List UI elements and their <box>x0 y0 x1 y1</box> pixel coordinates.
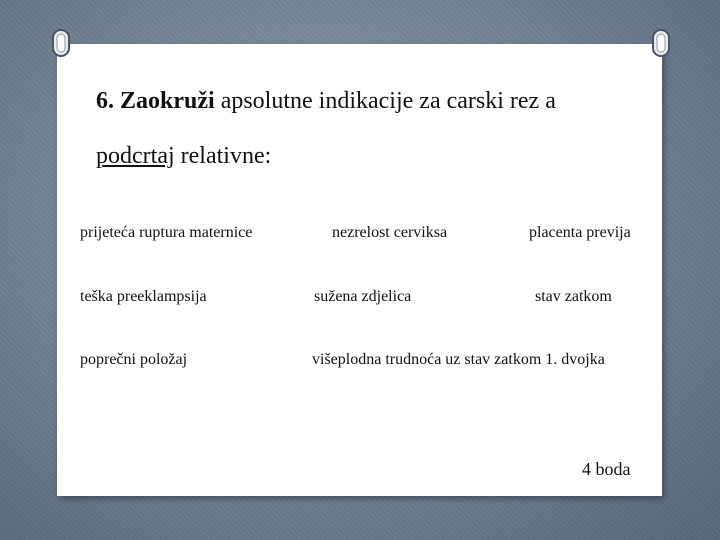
question-number: 6. <box>96 88 114 114</box>
points-label: 4 boda <box>582 459 631 479</box>
pin-icon <box>650 28 672 58</box>
question-title <box>96 74 656 184</box>
option-item[interactable]: teška preeklampsija <box>80 288 207 305</box>
question-verb: Zaokruži <box>120 88 215 114</box>
question-text-line2: relativne: <box>180 143 272 169</box>
option-item[interactable]: placenta previja <box>529 224 631 241</box>
question-text-line1: apsolutne indikacije za carski rez a <box>220 88 556 114</box>
option-item[interactable]: stav zatkom <box>535 288 612 305</box>
option-item[interactable]: sužena zdjelica <box>314 288 412 305</box>
question-underlined-word: podcrtaj <box>96 143 175 169</box>
option-item[interactable]: poprečni položaj <box>80 351 188 368</box>
option-item[interactable]: višeplodna trudnoća uz stav zatkom 1. dvojka <box>312 351 605 368</box>
pin-icon <box>50 28 72 58</box>
option-item[interactable]: nezrelost cerviksa <box>332 224 448 241</box>
option-item[interactable]: prijeteća ruptura maternice <box>80 224 253 241</box>
